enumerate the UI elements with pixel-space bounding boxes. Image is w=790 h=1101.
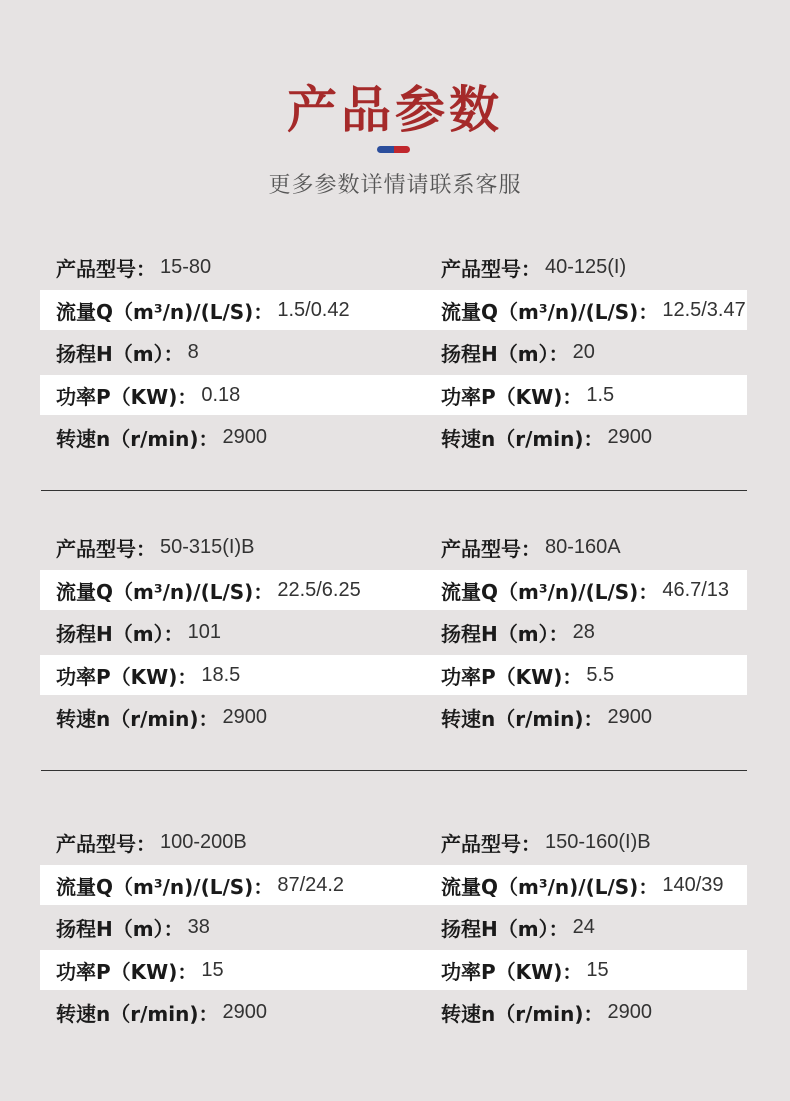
head-value: 24 — [572, 916, 595, 938]
power-label: 功率P（KW)： — [441, 384, 583, 409]
speed-label: 转速n（r/min)： — [441, 427, 604, 451]
spec-row-model — [40, 525, 747, 570]
speed-label: 转速n（r/min)： — [441, 707, 604, 731]
speed-label: 转速n（r/min)： — [441, 1002, 604, 1026]
flow-value: 1.5/0.42 — [277, 298, 350, 321]
model-value: 100-200B — [160, 831, 247, 853]
flow-value: 87/24.2 — [277, 873, 345, 896]
spec-row-power — [40, 950, 747, 990]
spec-group-1 — [40, 245, 747, 460]
head-value: 101 — [187, 621, 221, 643]
power-label: 功率P（KW)： — [56, 959, 198, 984]
group-divider — [41, 490, 747, 491]
model-label: 产品型号： — [56, 832, 156, 856]
spec-row-model — [40, 820, 747, 865]
head-value: 38 — [187, 916, 210, 938]
head-label: 扬程H（m）： — [441, 342, 569, 366]
model-value: 50-315(I)B — [160, 536, 255, 558]
spec-row-speed — [40, 990, 747, 1035]
speed-value: 2900 — [222, 1001, 267, 1023]
spec-row-power — [40, 655, 747, 695]
speed-value: 2900 — [607, 706, 652, 728]
spec-row-speed — [40, 695, 747, 740]
power-value: 18.5 — [201, 663, 241, 686]
speed-label: 转速n（r/min)： — [56, 1002, 219, 1026]
power-value: 15 — [201, 958, 224, 981]
model-label: 产品型号： — [441, 257, 541, 281]
head-label: 扬程H（m）： — [56, 917, 184, 941]
spec-row-power — [40, 375, 747, 415]
model-label: 产品型号： — [441, 537, 541, 561]
spec-row-flow — [40, 570, 747, 610]
head-value: 8 — [187, 341, 199, 363]
flow-label: 流量Q（m³/n)/(L/S)： — [441, 874, 659, 899]
title-accent-bar — [377, 146, 410, 153]
spec-row-head — [40, 905, 747, 950]
spec-group-2 — [40, 525, 747, 740]
speed-value: 2900 — [607, 1001, 652, 1023]
speed-value: 2900 — [607, 426, 652, 448]
flow-label: 流量Q（m³/n)/(L/S)： — [56, 299, 274, 324]
flow-value: 140/39 — [662, 873, 724, 896]
page-subtitle: 更多参数详情请联系客服 — [268, 173, 522, 198]
spec-row-speed — [40, 415, 747, 460]
accent-red-segment — [394, 146, 411, 153]
flow-label: 流量Q（m³/n)/(L/S)： — [56, 579, 274, 604]
power-label: 功率P（KW)： — [441, 959, 583, 984]
flow-value: 46.7/13 — [662, 578, 730, 601]
head-label: 扬程H（m）： — [441, 917, 569, 941]
spec-row-head — [40, 610, 747, 655]
flow-value: 12.5/3.47 — [662, 298, 746, 321]
power-value: 0.18 — [201, 383, 241, 406]
group-divider — [41, 770, 747, 771]
model-value: 80-160A — [545, 536, 621, 558]
model-label: 产品型号： — [441, 832, 541, 856]
speed-label: 转速n（r/min)： — [56, 707, 219, 731]
speed-label: 转速n（r/min)： — [56, 427, 219, 451]
flow-label: 流量Q（m³/n)/(L/S)： — [56, 874, 274, 899]
power-label: 功率P（KW)： — [56, 664, 198, 689]
model-label: 产品型号： — [56, 537, 156, 561]
power-label: 功率P（KW)： — [56, 384, 198, 409]
accent-blue-segment — [377, 146, 394, 153]
head-value: 28 — [572, 621, 595, 643]
model-value: 150-160(I)B — [545, 831, 651, 853]
power-label: 功率P（KW)： — [441, 664, 583, 689]
page-title: 产品参数 — [287, 81, 503, 139]
spec-row-flow — [40, 865, 747, 905]
speed-value: 2900 — [222, 706, 267, 728]
model-value: 40-125(I) — [545, 256, 627, 278]
flow-label: 流量Q（m³/n)/(L/S)： — [441, 299, 659, 324]
speed-value: 2900 — [222, 426, 267, 448]
spec-group-3 — [40, 820, 747, 1035]
power-value: 5.5 — [586, 663, 615, 686]
head-label: 扬程H（m）： — [56, 342, 184, 366]
power-value: 15 — [586, 958, 609, 981]
spec-row-flow — [40, 290, 747, 330]
flow-value: 22.5/6.25 — [277, 578, 361, 601]
head-label: 扬程H（m）： — [441, 622, 569, 646]
model-value: 15-80 — [160, 256, 212, 278]
power-value: 1.5 — [586, 383, 615, 406]
spec-row-head — [40, 330, 747, 375]
spec-row-model — [40, 245, 747, 290]
head-value: 20 — [572, 341, 595, 363]
model-label: 产品型号： — [56, 257, 156, 281]
head-label: 扬程H（m）： — [56, 622, 184, 646]
flow-label: 流量Q（m³/n)/(L/S)： — [441, 579, 659, 604]
